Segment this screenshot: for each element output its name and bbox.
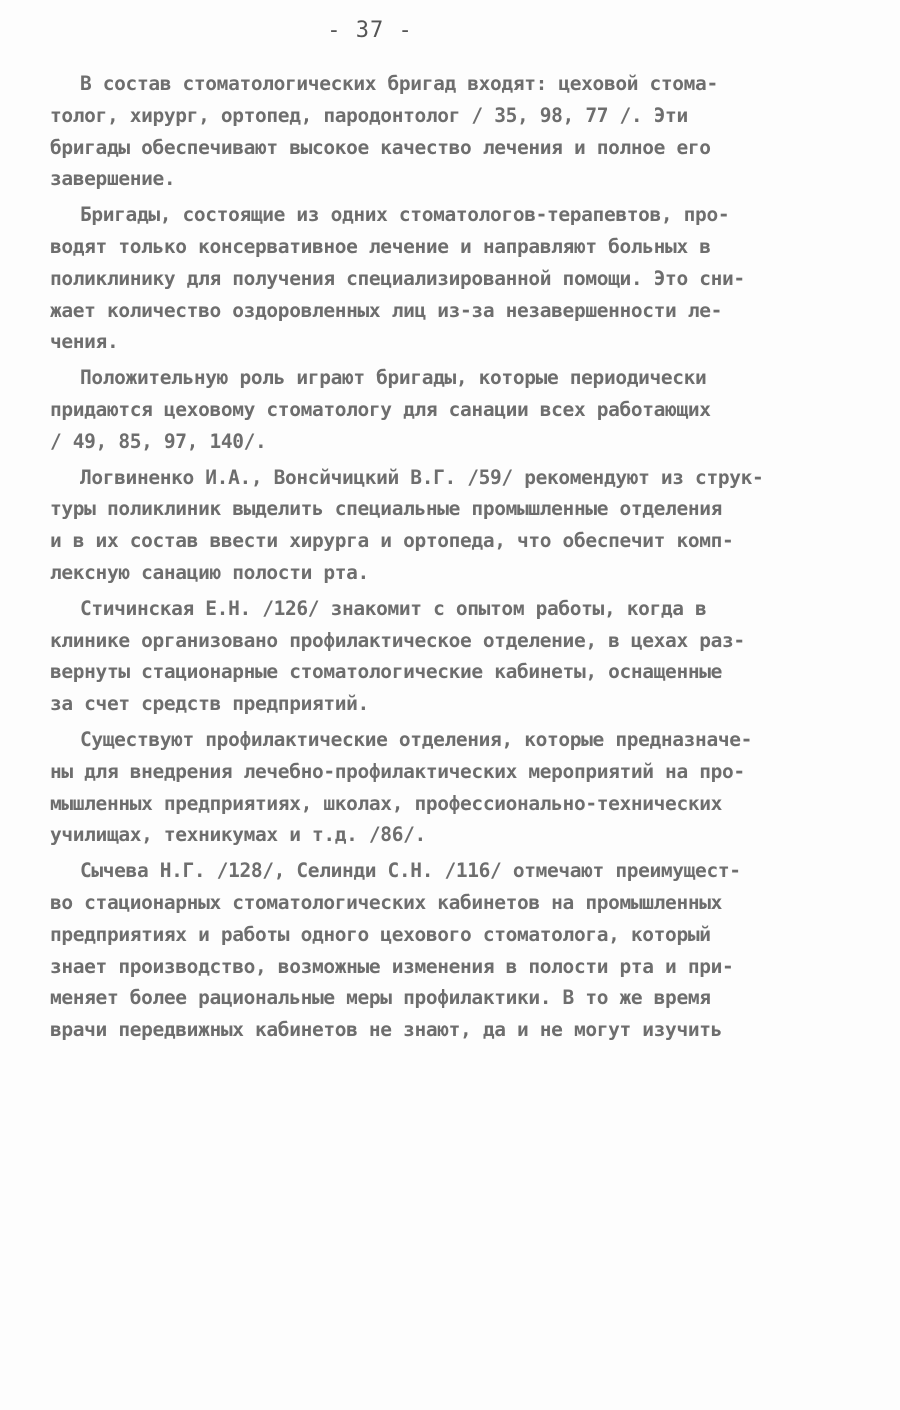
text-line: клинике организовано профилактическое отделение, в цехах раз- (50, 628, 745, 652)
text-line: придаются цеховому стоматологу для санации всех работающих (50, 397, 711, 421)
text-line: и в их состав ввести хирурга и ортопеда, что обеспечит комп- (50, 529, 734, 553)
text-line: бригады обеспечивают высокое качество лечения и полное его (50, 135, 711, 159)
text-line: ны для внедрения лечебно-профилактических мероприятий на про- (50, 759, 745, 783)
text-line: Положительную роль играют бригады, которые периодически (80, 366, 707, 390)
text-line: водят только консервативное лечение и направляют больных в (50, 234, 711, 258)
text-line: предприятиях и работы одного цехового стоматолога, который (50, 922, 711, 946)
text-line: Бригады, состоящие из одних стоматологов-терапевтов, про- (80, 203, 730, 227)
page-number: - 37 - (327, 18, 413, 43)
text-line: В состав стоматологических бригад входят: цеховой стома- (80, 72, 718, 95)
text-line: меняет более рациональные меры профилактики. В то же время (50, 986, 711, 1010)
text-line: во стационарных стоматологических кабинетов на промышленных (50, 890, 723, 914)
paragraph-3 (50, 362, 850, 457)
text-line: вернуты стационарные стоматологические кабинеты, оснащенные (50, 660, 723, 684)
text-line: толог, хирург, ортопед, пародонтолог / 35, 98, 77 /. Эти (50, 103, 688, 127)
text-line: / 49, 85, 97, 140/. (50, 429, 267, 453)
text-line: жает количество оздоровленных лиц из-за незавершенности ле- (50, 298, 723, 322)
text-line: врачи передвижных кабинетов не знают, да и не могут изучить (50, 1018, 723, 1042)
text-line: Стичинская Е.Н. /126/ знакомит с опытом работы, когда в (80, 596, 707, 620)
text-line: чения. (50, 330, 119, 354)
text-line: Логвиненко И.А., Вонсйчицкий В.Г. /59/ рекомендуют из струк- (80, 465, 764, 489)
text-line: мышленных предприятиях, школах, профессионально-технических (50, 791, 723, 815)
text-line: училищах, техникумах и т.д. /86/. (50, 823, 426, 847)
paragraph-4 (50, 462, 850, 589)
paragraph-1 (50, 68, 850, 195)
text-line: завершение. (50, 167, 176, 191)
text-line: туры поликлиник выделить специальные промышленные отделения (50, 497, 723, 521)
paragraph-5 (50, 593, 850, 720)
paragraph-7 (50, 855, 850, 1046)
text-line: знает производство, возможные изменения в полости рта и при- (50, 954, 734, 978)
text-line: поликлинику для получения специализированной помощи. Это сни- (50, 266, 745, 290)
text-line: Существуют профилактические отделения, которые предназначе- (80, 727, 753, 751)
paragraph-2 (50, 199, 850, 358)
text-line: лексную санацию полости рта. (50, 560, 369, 584)
text-line: за счет средств предприятий. (50, 692, 369, 716)
body-text (50, 68, 850, 1050)
paragraph-6 (50, 724, 850, 851)
text-line: Сычева Н.Г. /128/, Селинди С.Н. /116/ отмечают преимущест- (80, 859, 741, 883)
